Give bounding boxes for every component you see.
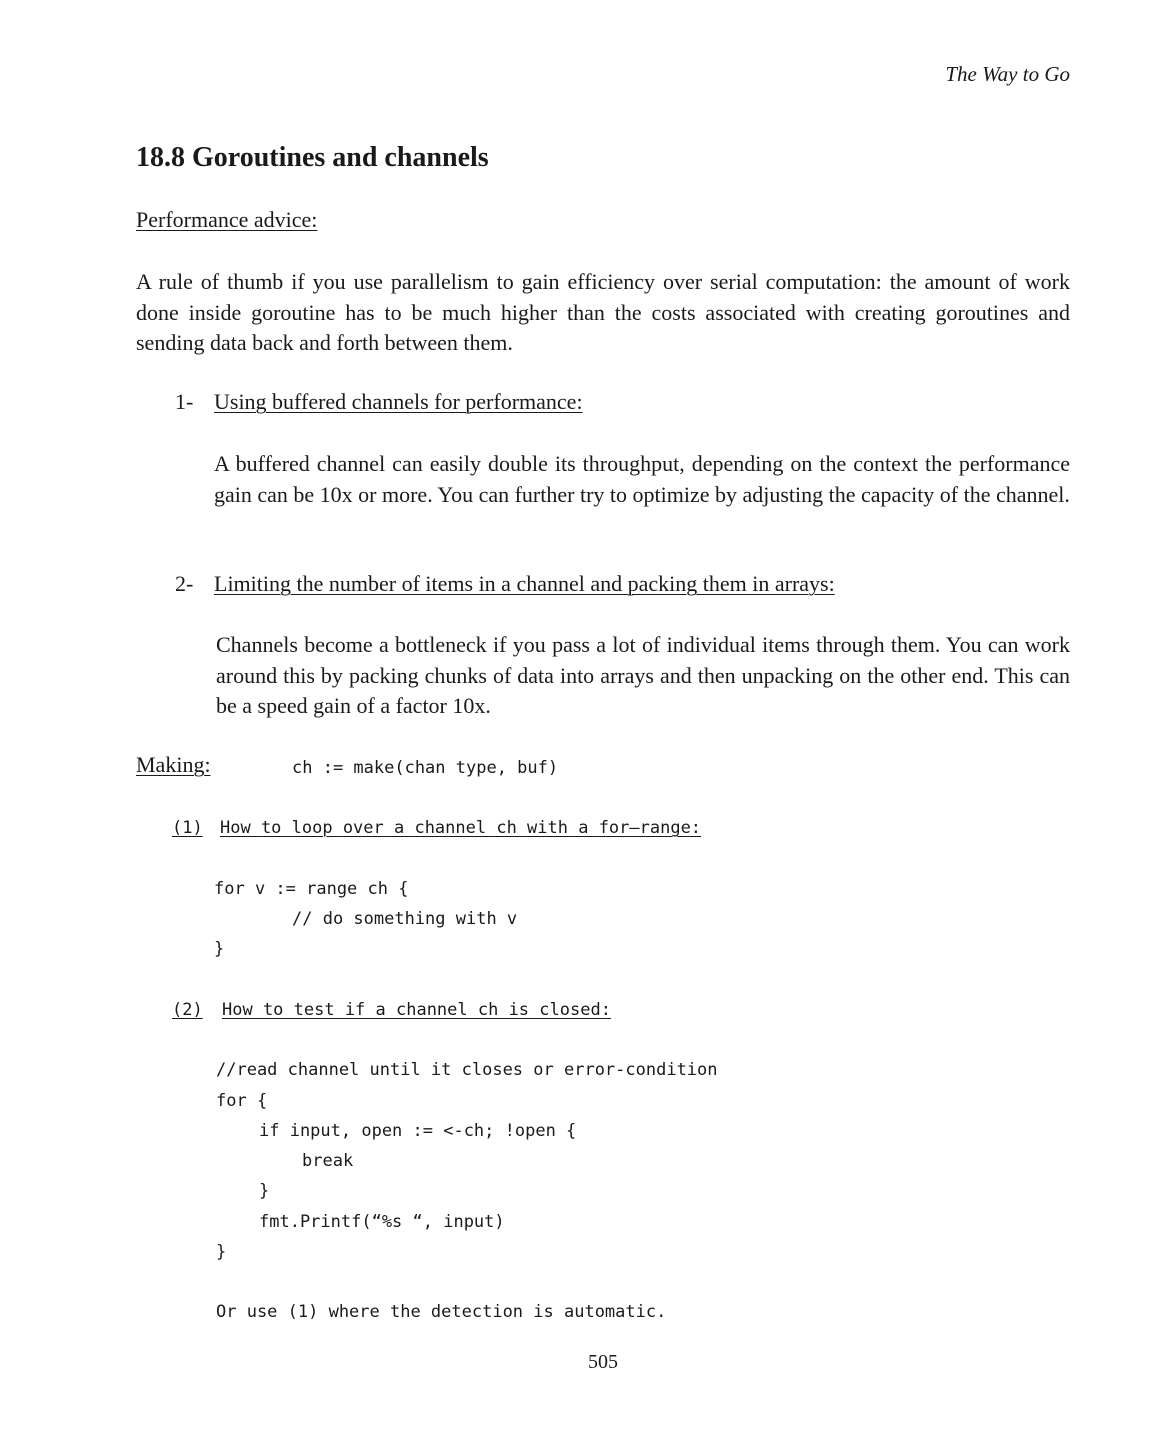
closed-heading: How to test if a channel ch is closed: [222, 1000, 611, 1020]
page-number: 505 [588, 1351, 618, 1373]
running-header: The Way to Go [945, 62, 1070, 86]
making-code: ch := make(chan type, buf) [292, 758, 559, 778]
code-line: for v := range ch { [214, 879, 409, 899]
loop-heading: How to loop over a channel ch with a for–range: [220, 818, 702, 838]
code-line: if input, open := <-ch; !open { [259, 1121, 577, 1141]
loop-number: (1) [172, 818, 203, 838]
performance-heading: Performance advice: [136, 207, 318, 232]
code-line: } [259, 1181, 270, 1201]
item-1-heading: Using buffered channels for performance: [214, 389, 583, 414]
code-line: break [302, 1151, 354, 1171]
section-title: 18.8 Goroutines and channels [136, 142, 489, 173]
code-line: // do something with v [292, 909, 518, 929]
item-2-body: Channels become a bottleneck if you pass a lot of individual items through them. You can work around this by packing chunks of data into arrays and then unpacking on the other end. This can be a speed gain of a factor 10x. [216, 632, 1070, 718]
item-2-number: 2- [175, 571, 194, 596]
code-line: //read channel until it closes or error-condition [216, 1060, 718, 1080]
code-line: fmt.Printf(“%s “, input) [259, 1212, 505, 1232]
code-line: } [214, 939, 225, 959]
closed-note: Or use (1) where the detection is automatic. [216, 1302, 667, 1322]
intro-paragraph: A rule of thumb if you use parallelism to gain efficiency over serial computation: the amount of work done inside goroutine has to be much higher than the costs associated with creating goroutines and sending data back and forth between them. [136, 269, 1070, 355]
item-2-heading: Limiting the number of items in a channel and packing them in arrays: [214, 571, 835, 596]
making-label: Making: [136, 752, 211, 777]
item-1-number: 1- [175, 389, 194, 414]
closed-number: (2) [172, 1000, 203, 1020]
code-line: } [216, 1242, 227, 1262]
code-line: for { [216, 1091, 268, 1111]
item-1-body: A buffered channel can easily double its throughput, depending on the context the performance gain can be 10x or more. You can further try to optimize by adjusting the capacity of the channel. [214, 451, 1070, 507]
